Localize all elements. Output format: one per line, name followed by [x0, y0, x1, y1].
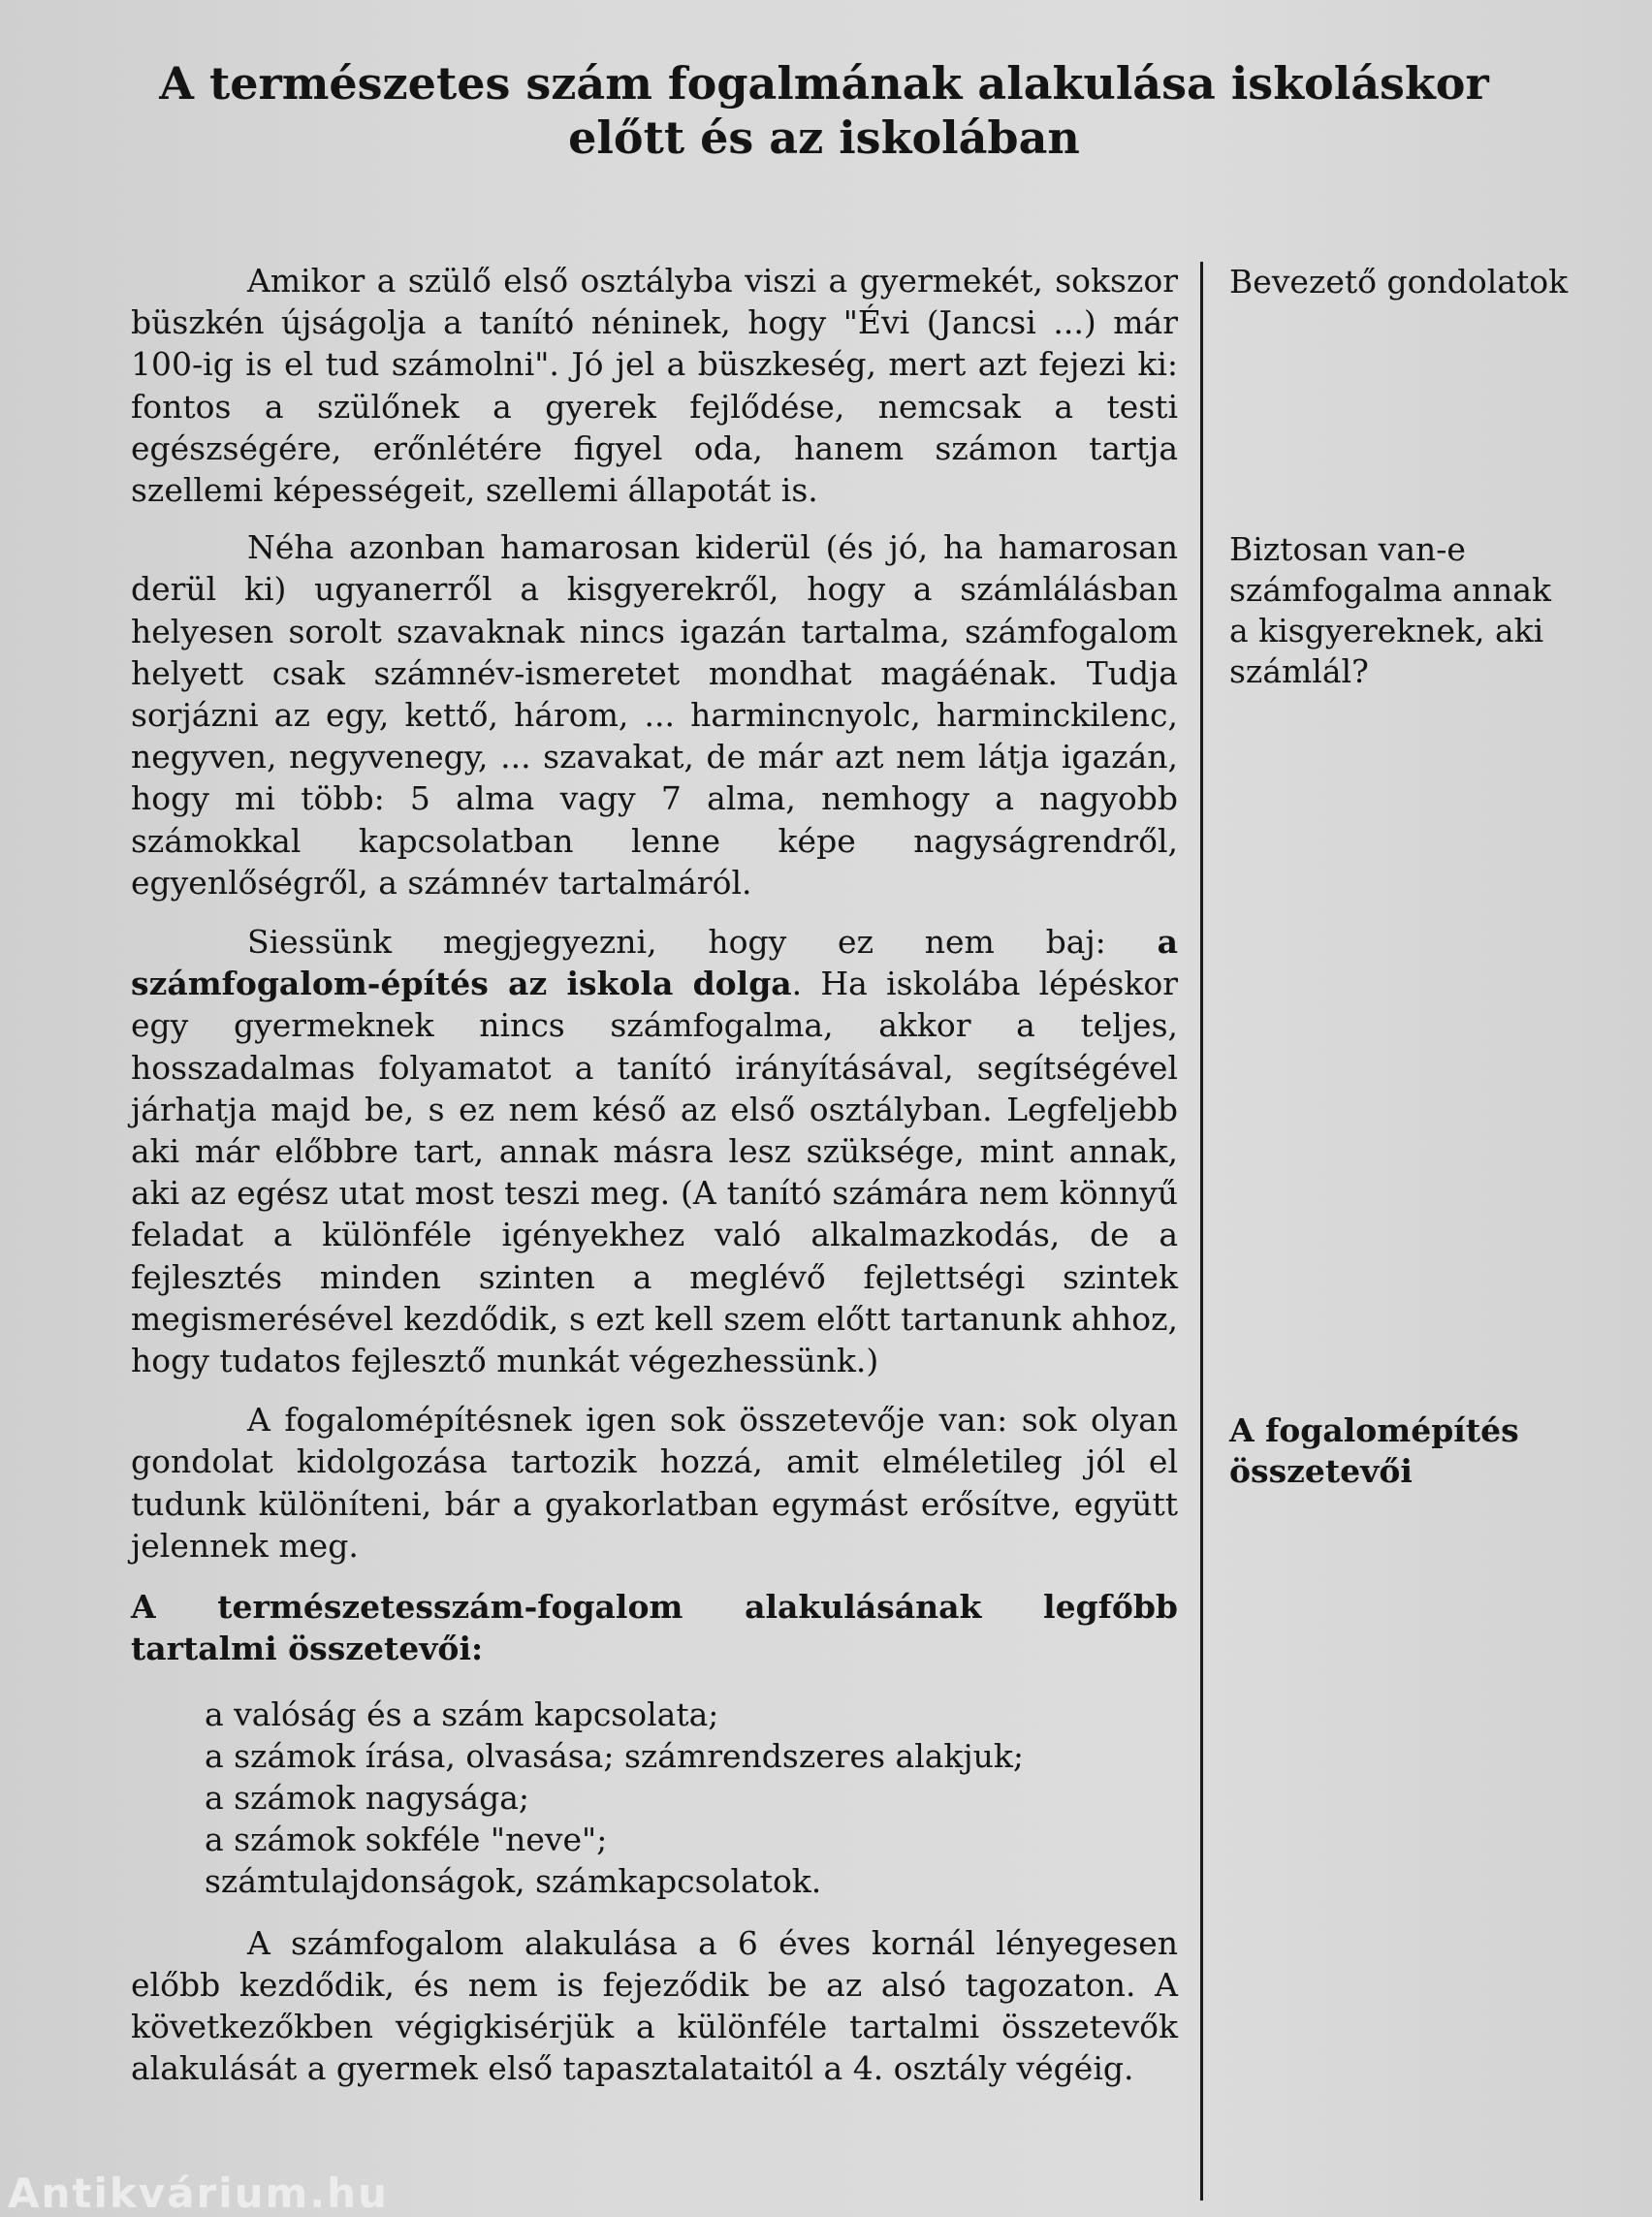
sidenote-question: Biztosan van-e számfogalma annak a kisgyereknek, aki számlál?	[1229, 530, 1552, 690]
paragraph-school-task	[131, 921, 1178, 1381]
sidenote-introduction: Bevezető gondolatok	[1229, 263, 1569, 301]
list-item: a számok írása, olvasása; számrendszeres alakjuk;	[205, 1736, 1025, 1775]
paragraph-school-task-start: Siessünk megjegyezni, hogy ez nem baj:	[247, 923, 1158, 962]
paragraph-conclusion: A számfogalom alakulása a 6 éves kornál lényegesen előbb kezdődik, és nem is fejeződik be az alsó tagozaton. A következőkben végigkisérjük a különféle tartalmi összetevők alakulását a gyermek első tapasztalataitól a 4. osztály végéig.	[131, 1923, 1178, 2088]
paragraph-school-task-rest: . Ha iskolába lépéskor egy gyermeknek nincs számfogalma, akkor a teljes, hosszadalmas folyamatot a tanító irányításával, segítségével járhatja majd be, s ez nem késő az első osztályban. Legfeljebb aki már előbbre tart, annak másra lesz szüksége, mint annak, aki az egész utat most teszi meg. (A tanító számára nem könnyű feladat a különféle igényekhez való alkalmazkodás, de a fejlesztés minden szinten a meglévő fejlettségi szintek megismerésével kezdődik, s ezt kell szem előtt tartanunk ahhoz, hogy tudatos fejlesztő munkát végezhessünk.)	[131, 965, 1178, 1380]
paragraph-components: A fogalomépítésnek igen sok összetevője van: sok olyan gondolat kidolgozása tartozik hozzá, amit elméletileg jól el tudunk különíteni, bár a gyakorlatban egymást erősítve, együtt jelennek meg.	[131, 1401, 1178, 1565]
sidenote-components: A fogalomépítés összetevői	[1229, 1411, 1519, 1490]
components-list	[205, 1694, 1178, 1903]
list-item: számtulajdonságok, számkapcsolatok.	[205, 1862, 822, 1901]
list-item: a számok nagysága;	[205, 1778, 530, 1817]
paragraph-school-task-emphasis: a számfogalom-építés az iskola dolga	[131, 923, 1178, 1003]
components-heading: A természetesszám-fogalom alakulásának legfőbb tartalmi összetevői:	[131, 1588, 1178, 1668]
margin-divider-line	[1200, 262, 1203, 2201]
main-text-column	[131, 260, 1178, 2089]
list-item: a valóság és a szám kapcsolata;	[205, 1694, 719, 1733]
page-title: A természetes szám fogalmának alakulása iskoláskor előtt és az iskolában	[159, 57, 1489, 164]
watermark: Antikvárium.hu	[8, 2169, 390, 2217]
list-item: a számok sokféle "neve";	[205, 1821, 608, 1859]
paragraph-intro: Amikor a szülő első osztályba viszi a gyermekét, sokszor büszkén újságolja a tanító néninek, hogy "Évi (Jancsi ...) már 100-ig is el tud számolni". Jó jel a büszkeség, mert azt fejezi ki: fontos a szülőnek a gyerek fejlődése, nemcsak a testi egészségére, erőnlétére figyel oda, hanem számon tartja szellemi képességeit, szellemi állapotát is.	[131, 262, 1178, 510]
paragraph-counting: Néha azonban hamarosan kiderül (és jó, ha hamarosan derül ki) ugyanerről a kisgyerekről, hogy a számlálásban helyesen sorolt szavaknak nincs igazán tartalma, számfogalom helyett csak számnév-ismeretet mondhat magáénak. Tudja sorjázni az egy, kettő, három, ... harmincnyolc, harminckilenc, negyven, negyvenegy, ... szavakat, de már azt nem látja igazán, hogy mi több: 5 alma vagy 7 alma, nemhogy a nagyobb számokkal kapcsolatban lenne képe nagyságrendről, egyenlőségről, a számnév tartalmáról.	[131, 528, 1178, 902]
